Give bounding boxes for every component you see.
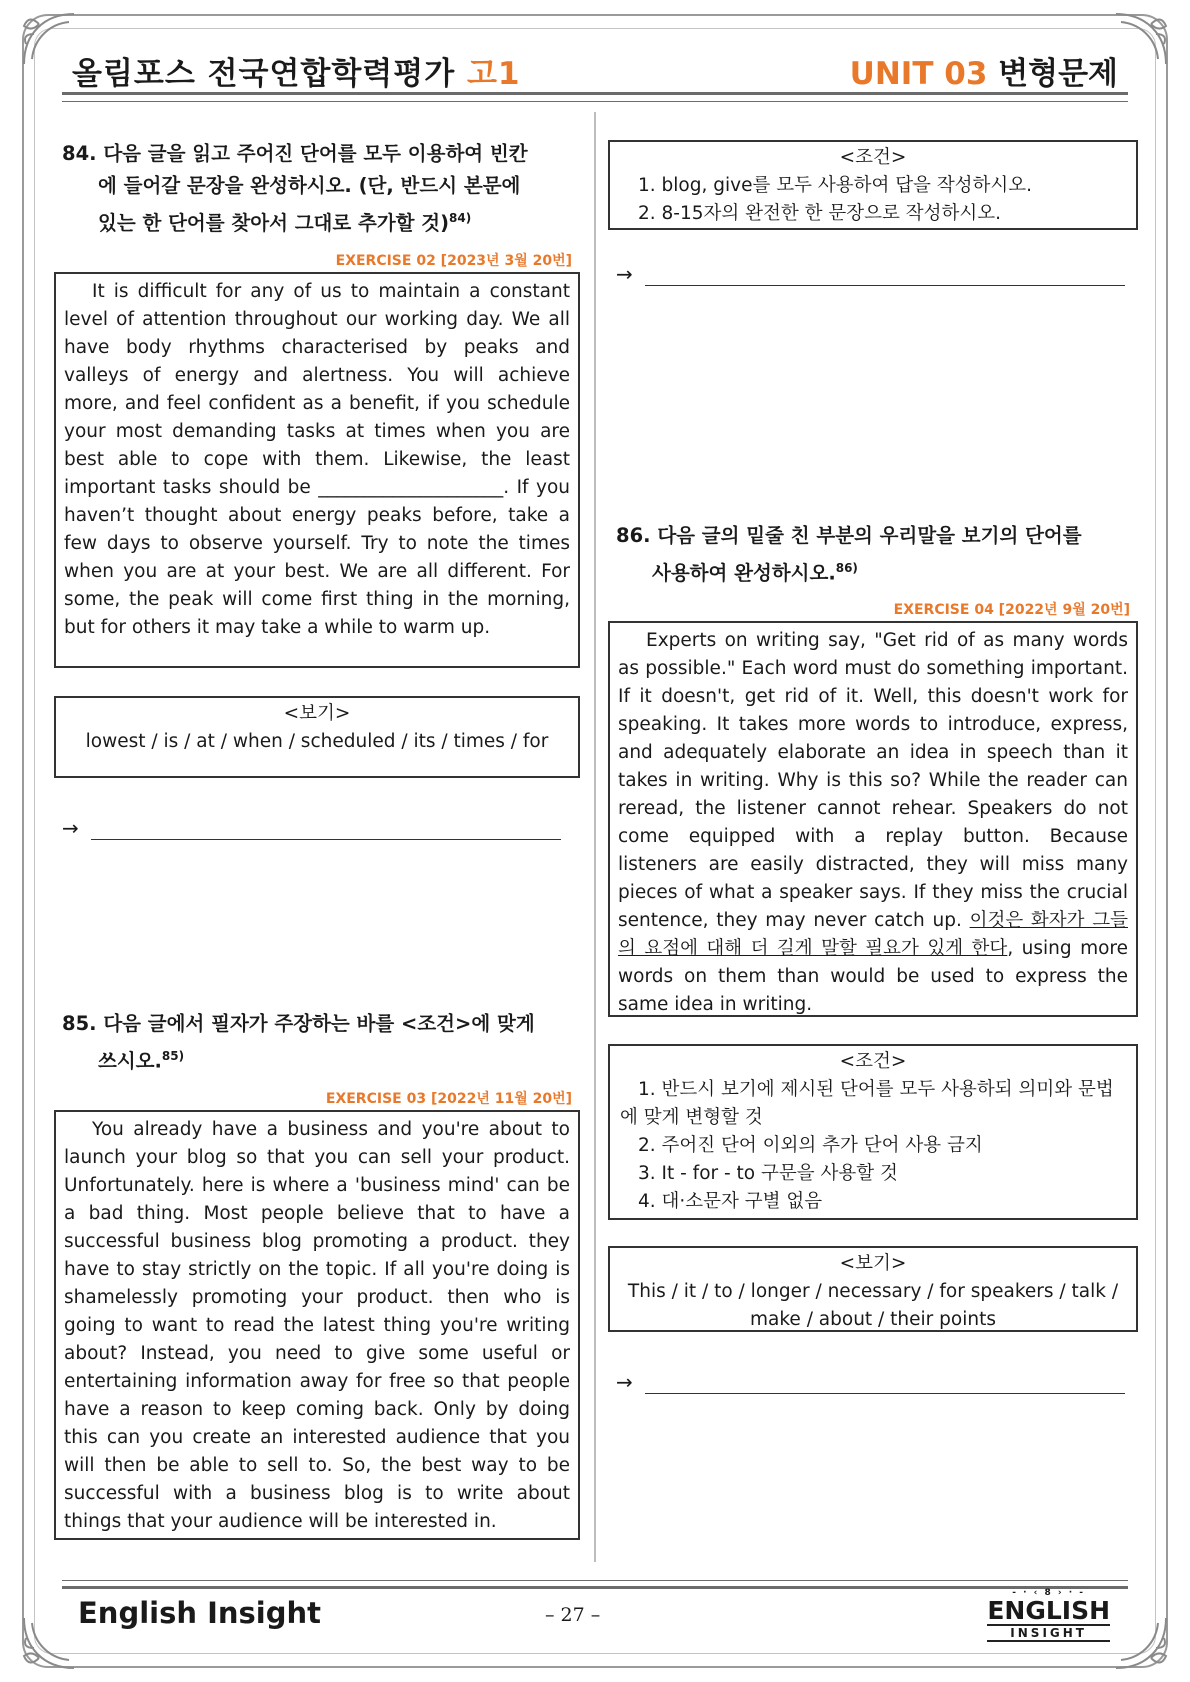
footer-rule [62,1580,1128,1581]
answer-line[interactable] [645,265,1125,286]
question-85-conditions: <조건> 1. blog, give를 모두 사용하여 답을 작성하시오. 2. 8-15자의 완전한 한 문장으로 작성하시오. [608,140,1138,230]
arrow-icon: → [616,1370,633,1394]
exercise-label: EXERCISE 03 [2022년 11월 20번] [325,1091,572,1107]
question-86-answer[interactable] [616,1370,1125,1394]
underlined-phrase: 이것은 화자가 그들의 요점에 대해 더 길게 말할 필요가 있게 한다 [618,910,1128,959]
header-rule [62,101,1128,102]
question-85-answer[interactable] [616,262,1125,286]
answer-line[interactable] [645,1373,1125,1394]
exercise-label: EXERCISE 04 [2022년 9월 20번] [893,602,1130,618]
page-number: – 27 – [545,1604,601,1626]
question-84-bogi: <보기> lowest / is / at / when / scheduled / its / times / for [54,696,580,778]
column-divider [594,112,596,1562]
footer-brand: English Insight [78,1596,322,1630]
question-85-title: 85. 다음 글에서 필자가 주장하는 바를 <조건>에 맞게 쓰시오.$^{85)}$ [62,1012,535,1073]
english-insight-logo: - · ‹ 8 › · - ENGLISH INSIGHT [987,1588,1110,1640]
header-rule [62,92,1128,95]
footer-rule [62,1586,1128,1589]
question-86-bogi: <보기> This / it / to / longer / necessary / for speakers / talk / make / about / their points [608,1246,1138,1332]
question-84-passage: It is difficult for any of us to maintain a constant level of attention throughout our working day. We all have body rhythms characterised by peaks and valleys of energy and alertness. You will achieve more, and feel confident as a benefit, if you schedule your most demanding tasks at times when you are best able to cope with them. Likewise, the least important tasks should be ____________________. If you haven’t thought about energy peaks before, take a few days to observe yourself. Try to note the times when you are at your best. We are all different. For some, the peak will come first thing in the morning, but for others it may take a while to warm up. [54,272,580,668]
arrow-icon: → [62,816,79,840]
question-86-passage: Experts on writing say, "Get rid of as many words as possible." Each word must do something important. If it doesn't, get rid of it. Well, this doesn't work for speaking. It takes more words to introduce, express, and adequately elaborate an idea in speech than it takes in writing. Why is this so? While the reader can reread, the listener cannot rehear. Speakers do not come equipped with a replay button. Because listeners are easily distracted, they will miss many pieces of what a speaker says. If they miss the crucial sentence, they may never catch up. 이것은 화자가 그들의 요점에 대해 더 길게 말할 필요가 있게 한다, using more words on them than would be used to express the same idea in writing. [608,621,1138,1017]
question-85-passage: You already have a business and you're about to launch your blog so that you can sell your product. Unfortunately. here is where a 'business mind' can be a bad thing. Most people believe that to have a successful business blog promoting a product. they have to stay strictly on the topic. If all you're doing is shamelessly promoting your product. then who is going to want to read the latest thing you're writing about? Instead, you need to give some useful or entertaining information away for free so that people have a reason to keep coming back. Only by doing this can you create an interested audience that you will then be able to sell to. So, the best way to be successful with a business blog is to write about things that your audience will be interested in. [54,1110,580,1540]
answer-line[interactable] [91,819,561,840]
header-unit: UNIT 03 변형문제 [849,56,1118,92]
question-84-title: 84. 다음 글을 읽고 주어진 단어를 모두 이용하여 빈칸 에 들어갈 문장을 완성하시오. (단, 반드시 본문에 있는 한 단어를 찾아서 그대로 추가할 것)$^{84)}$ [62,142,528,235]
arrow-icon: → [616,262,633,286]
question-86-conditions: <조건> 1. 반드시 보기에 제시된 단어를 모두 사용하되 의미와 문법에 맞게 변형할 것 2. 주어진 단어 이외의 추가 단어 사용 금지 3. It - for - to 구문을 사용할 것 4. 대·소문자 구별 없음 [608,1044,1138,1220]
corner-ornament-icon [1106,1608,1176,1678]
question-86-title: 86. 다음 글의 밑줄 친 부분의 우리말을 보기의 단어를 사용하여 완성하시오.$^{86)}$ [616,524,1082,585]
corner-ornament-icon [14,1608,84,1678]
exercise-label: EXERCISE 02 [2023년 3월 20번] [335,253,572,269]
header-title: 올림포스 전국연합학력평가 고1 [72,56,521,92]
question-84-answer[interactable] [62,816,561,840]
